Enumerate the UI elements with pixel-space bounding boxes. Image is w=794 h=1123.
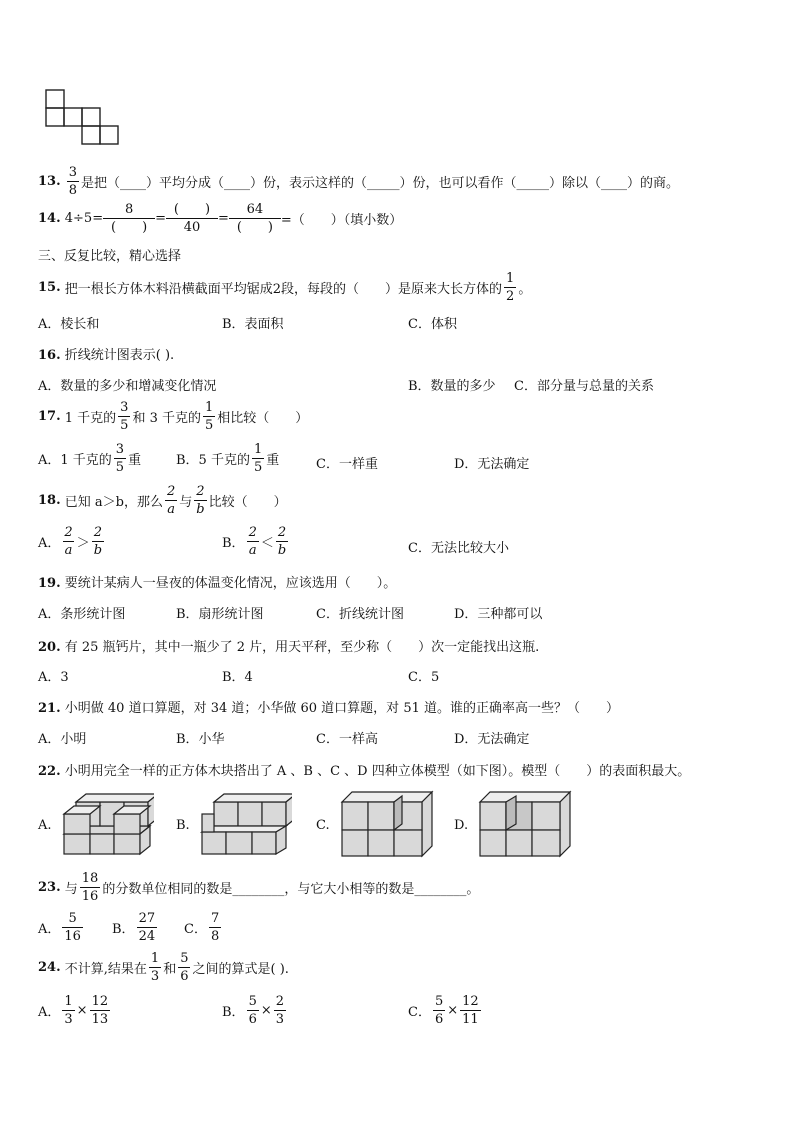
fraction: $\frac{18}{16}$: [81, 871, 99, 904]
question-13: 13. $\frac{3}{8}$ 是把（____）平均分成（____）份，表示这样的（_____）份，也可以看作（_____）除以（____）的商。: [38, 165, 680, 198]
fraction: $\frac{5}{6}$: [434, 994, 444, 1027]
option-b[interactable]: B． $\frac{5}{6}$ × $\frac{2}{3}$: [222, 994, 285, 1027]
question-15: 15. 把一根长方体木料沿横截面平均锯成2段，每段的（ ）是原来大长方体的 $\frac{1}{2}$ 。: [38, 271, 532, 304]
cube-net-figure: [44, 88, 126, 148]
section-heading: 三、反复比较，精心选择: [38, 249, 182, 264]
option-c[interactable]: C．一样高: [316, 732, 378, 747]
option-b[interactable]: B． $\frac{2}{a}$ ＜ $\frac{2}{b}$: [222, 525, 287, 558]
question-24: 24. 不计算,结果在 $\frac{1}{3}$ 和 $\frac{5}{6}$ 之间的算式是( ).: [38, 951, 289, 984]
option-c[interactable]: C．一样重: [316, 457, 378, 472]
option-a[interactable]: A． $\frac{1}{3}$ × $\frac{12}{13}$: [38, 994, 109, 1027]
question-23: 23. 与 $\frac{18}{16}$ 的分数单位相同的数是________，与它大小相等的数是________。: [38, 871, 480, 904]
fraction: $\frac{1}{2}$: [506, 271, 515, 304]
cube-model-b[interactable]: [200, 792, 292, 858]
option-c[interactable]: C．无法比较大小: [408, 541, 509, 556]
option-b[interactable]: B．小华: [176, 732, 225, 747]
fraction: $\frac{3}{8}$: [68, 165, 78, 198]
fraction: $\frac{2}{a}$: [166, 484, 176, 517]
question-16: 16. 折线统计图表示( ).: [38, 348, 175, 363]
question-20: 20. 有 25 瓶钙片，其中一瓶少了 2 片，用天平秤，至少称（ ）次一定能找出这瓶.: [38, 640, 540, 655]
option-b[interactable]: B．数量的多少: [408, 379, 496, 394]
option-c[interactable]: C.: [316, 818, 330, 833]
question-22: 22. 小明用完全一样的正方体木块搭出了 A 、B 、C 、D 四种立体模型（如下图）。模型（ ）的表面积最大。: [38, 764, 691, 779]
fraction: $\frac{8}{( )}$: [105, 203, 153, 234]
fraction: $\frac{64}{( )}$: [231, 203, 279, 234]
option-a[interactable]: A． $\frac{5}{16}$: [38, 911, 81, 944]
cube-model-a[interactable]: [62, 792, 154, 858]
option-a[interactable]: A.: [38, 818, 52, 833]
option-a[interactable]: A． $\frac{2}{a}$ ＞ $\frac{2}{b}$: [38, 525, 103, 558]
option-b[interactable]: B．扇形统计图: [176, 607, 264, 622]
question-21: 21. 小明做 40 道口算题，对 34 道；小华做 60 道口算题，对 51 道。谁的正确率高一些？（ ）: [38, 701, 619, 716]
fraction: $\frac{2}{a}$: [248, 525, 257, 558]
fraction: $\frac{1}{3}$: [150, 951, 160, 984]
fraction: $\frac{2}{b}$: [277, 525, 287, 558]
question-18: 18. 已知 a＞b，那么 $\frac{2}{a}$ 与 $\frac{2}{b}$ 比较（ ）: [38, 484, 287, 517]
option-c[interactable]: C．折线统计图: [316, 607, 404, 622]
option-b[interactable]: B． $\frac{27}{24}$: [112, 911, 156, 944]
option-d[interactable]: D．三种都可以: [454, 607, 543, 622]
question-14: 14. 4÷5= $\frac{8}{( )}$ = $\frac{( )}{40}$ = $\frac{64}{( )}$ =（ ）（填小数）: [38, 202, 403, 235]
fraction: $\frac{3}{5}$: [120, 400, 129, 433]
fraction: $\frac{1}{5}$: [253, 442, 263, 475]
fraction: $\frac{1}{3}$: [64, 994, 73, 1027]
option-c[interactable]: C． $\frac{7}{8}$: [184, 911, 220, 944]
fraction: $\frac{1}{5}$: [205, 400, 214, 433]
option-a[interactable]: A．小明: [38, 732, 87, 747]
option-b[interactable]: B．5 千克的 $\frac{1}{5}$ 重: [176, 442, 280, 475]
fraction: $\frac{2}{b}$: [196, 484, 205, 517]
option-d[interactable]: D．无法确定: [454, 457, 530, 472]
question-19: 19. 要统计某病人一昼夜的体温变化情况，应该选用（ ）。: [38, 576, 397, 591]
fraction: $\frac{27}{24}$: [138, 911, 156, 944]
fraction: $\frac{( )}{40}$: [168, 203, 216, 234]
option-a[interactable]: A．棱长和: [38, 317, 100, 332]
option-c[interactable]: C．体积: [408, 317, 457, 332]
cube-model-c[interactable]: [338, 790, 434, 858]
option-b[interactable]: B．4: [222, 670, 253, 685]
fraction: $\frac{2}{a}$: [64, 525, 73, 558]
option-a[interactable]: A．3: [38, 670, 69, 685]
option-d[interactable]: D.: [454, 818, 469, 833]
option-a[interactable]: A．数量的多少和增减变化情况: [38, 379, 217, 394]
option-c[interactable]: C．部分量与总量的关系: [514, 379, 654, 394]
option-a[interactable]: A．1 千克的 $\frac{3}{5}$ 重: [38, 442, 142, 475]
option-c[interactable]: C．5: [408, 670, 440, 685]
question-17: 17. 1 千克的 $\frac{3}{5}$ 和 3 千克的 $\frac{1}{5}$ 相比较（ ）: [38, 400, 309, 433]
option-c[interactable]: C． $\frac{5}{6}$ × $\frac{12}{11}$: [408, 994, 479, 1027]
fraction: $\frac{5}{6}$: [180, 951, 189, 984]
fraction: $\frac{3}{5}$: [115, 442, 125, 475]
fraction: $\frac{7}{8}$: [210, 911, 220, 944]
fraction: $\frac{5}{6}$: [248, 994, 257, 1027]
cube-model-d[interactable]: [476, 790, 572, 858]
option-a[interactable]: A．条形统计图: [38, 607, 126, 622]
fraction: $\frac{2}{b}$: [93, 525, 103, 558]
fraction: $\frac{12}{13}$: [91, 994, 109, 1027]
option-d[interactable]: D．无法确定: [454, 732, 530, 747]
fraction: $\frac{5}{16}$: [64, 911, 81, 944]
option-b[interactable]: B.: [176, 818, 190, 833]
fraction: $\frac{12}{11}$: [462, 994, 479, 1027]
option-b[interactable]: B．表面积: [222, 317, 284, 332]
fraction: $\frac{2}{3}$: [275, 994, 285, 1027]
